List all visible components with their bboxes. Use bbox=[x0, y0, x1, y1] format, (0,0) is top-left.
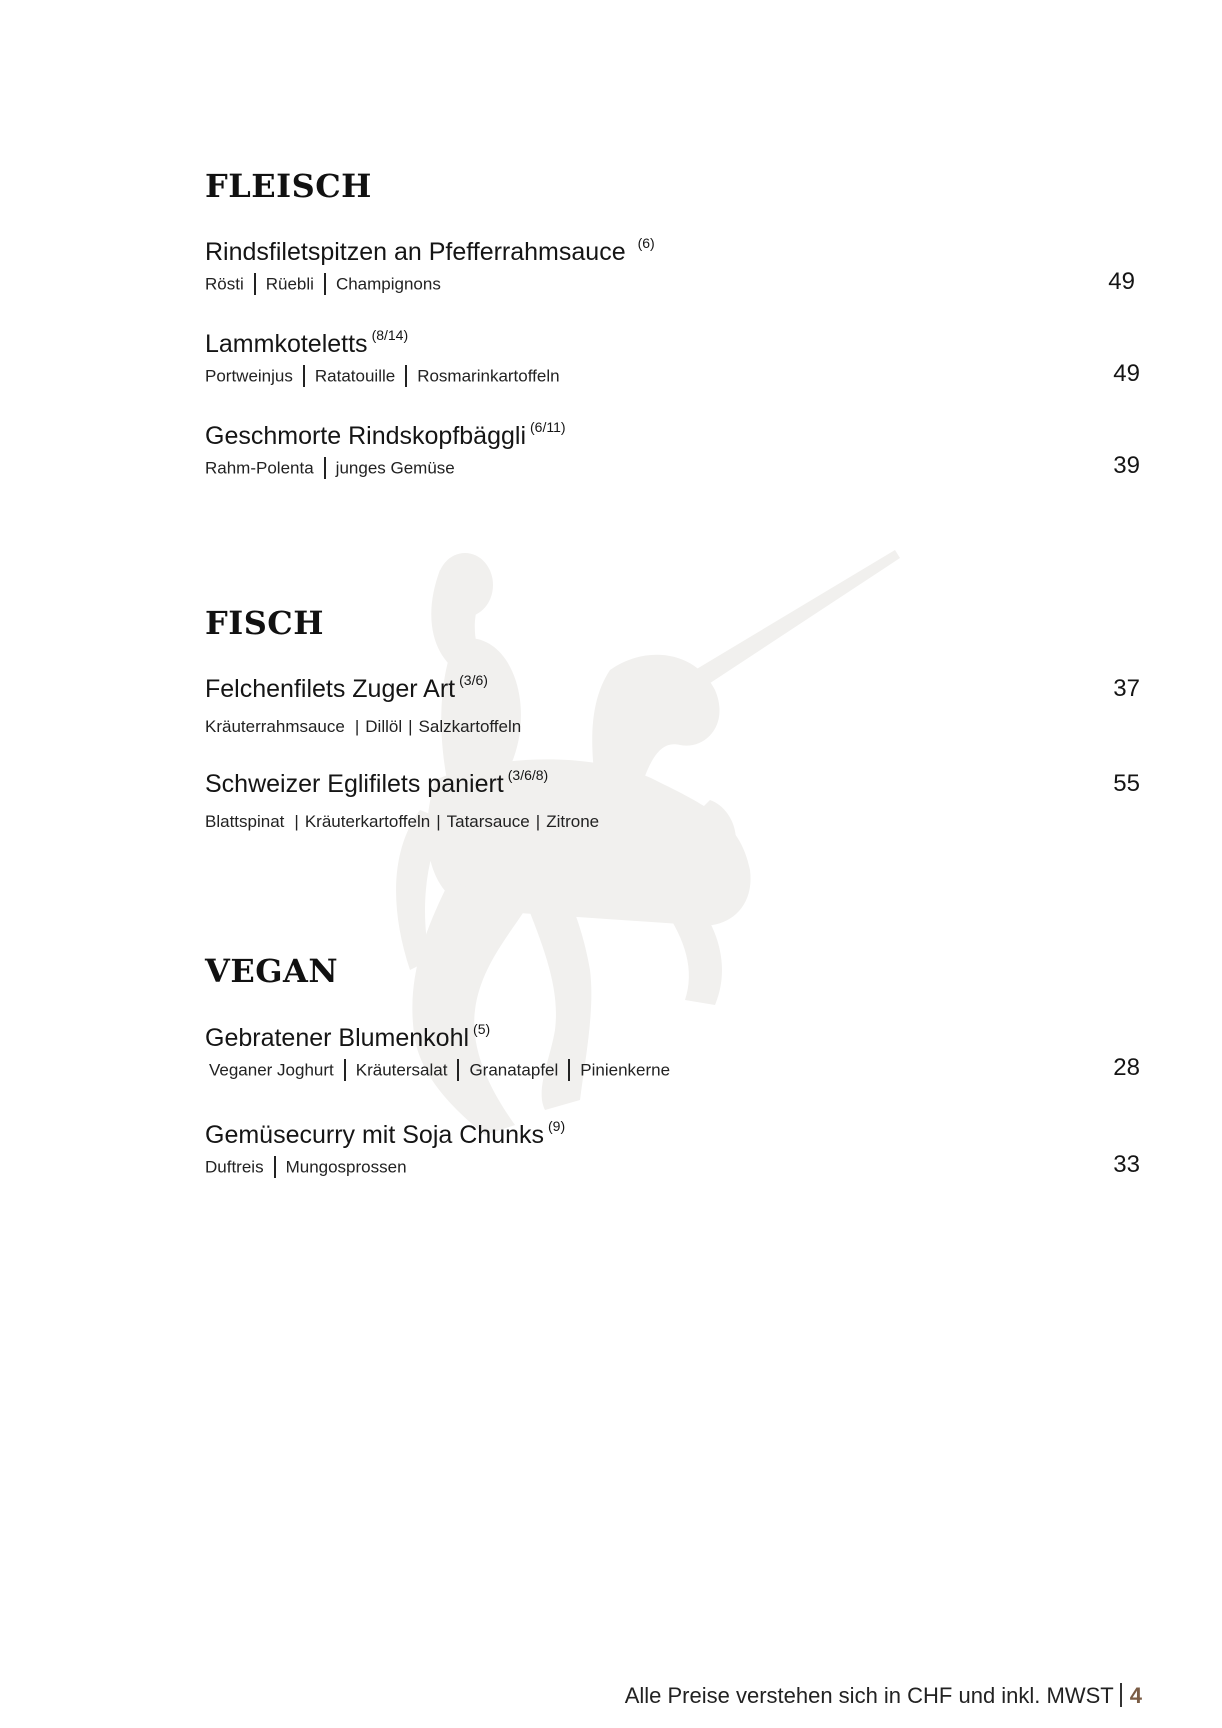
dish-name: Gemüsecurry mit Soja Chunks bbox=[205, 1121, 545, 1149]
side-dishes: Duftreis Mungosprossen bbox=[205, 1157, 407, 1177]
allergen-codes: (5) bbox=[473, 1021, 491, 1037]
menu-item bbox=[205, 419, 1140, 492]
allergen-codes: (6) bbox=[637, 235, 655, 251]
section-title-fleisch: FLEISCH bbox=[205, 167, 372, 205]
allergen-codes: (8/14) bbox=[371, 327, 409, 343]
price-note: Alle Preise verstehen sich in CHF und inkl. MWST bbox=[624, 1683, 1114, 1708]
price: 33 bbox=[1113, 1151, 1140, 1178]
dish-name: Gebratener Blumenkohl bbox=[205, 1024, 470, 1052]
side-dishes: Rösti Rüebli Champignons bbox=[205, 274, 441, 294]
dish-name: Schweizer Eglifilets paniert bbox=[205, 770, 504, 798]
side-dishes: Blattspinat | Kräuterkartoffeln | Tatarsauce | Zitrone bbox=[205, 812, 600, 831]
allergen-codes: (9) bbox=[548, 1118, 566, 1134]
menu-item bbox=[205, 767, 1140, 840]
price: 55 bbox=[1113, 770, 1140, 797]
menu-item bbox=[205, 1118, 1140, 1191]
price: 39 bbox=[1113, 452, 1140, 479]
dish-name: Geschmorte Rindskopfbäggli bbox=[205, 422, 526, 450]
side-dishes: Rahm-Polenta junges Gemüse bbox=[205, 458, 455, 478]
allergen-codes: (6/11) bbox=[530, 419, 566, 435]
section-title-vegan: VEGAN bbox=[205, 952, 339, 990]
menu-item bbox=[205, 327, 1140, 400]
menu-item bbox=[205, 1021, 1140, 1094]
footer bbox=[625, 1683, 1142, 1709]
side-dishes: Veganer Joghurt Kräutersalat Granatapfel Pinienkerne bbox=[209, 1060, 671, 1080]
price: 49 bbox=[1108, 268, 1135, 295]
page-number: 4 bbox=[1129, 1683, 1142, 1708]
section-title-fisch: FISCH bbox=[205, 604, 324, 642]
menu-item bbox=[205, 672, 1140, 745]
price: 37 bbox=[1113, 675, 1140, 702]
side-dishes: Kräuterrahmsauce | Dillöl | Salzkartoffeln bbox=[205, 717, 522, 736]
side-dishes: Portweinjus Ratatouille Rosmarinkartoffeln bbox=[205, 366, 560, 386]
allergen-codes: (3/6/8) bbox=[507, 767, 549, 783]
menu-item bbox=[205, 235, 1140, 308]
allergen-codes: (3/6) bbox=[459, 672, 488, 688]
price: 28 bbox=[1113, 1054, 1140, 1081]
price: 49 bbox=[1113, 360, 1140, 387]
dish-name: Rindsfiletspitzen an Pfefferrahmsauce bbox=[205, 238, 626, 266]
dish-name: Felchenfilets Zuger Art bbox=[205, 675, 456, 703]
footer-separator bbox=[1120, 1683, 1122, 1707]
dish-name: Lammkoteletts bbox=[205, 330, 368, 358]
